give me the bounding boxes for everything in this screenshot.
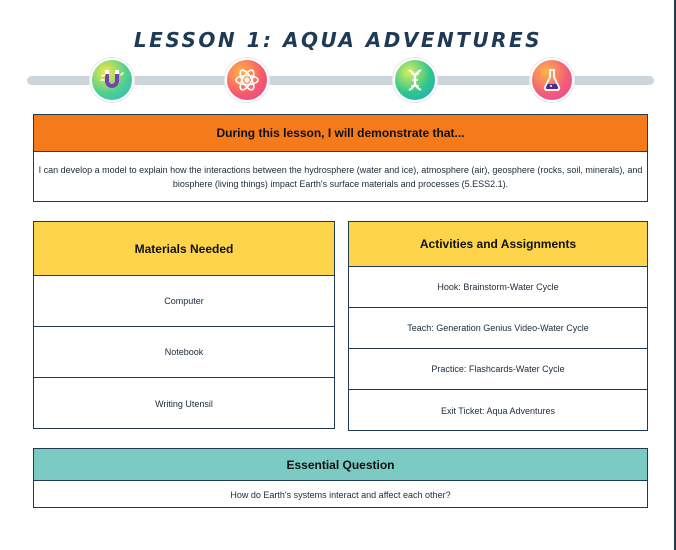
material-item: Computer — [34, 276, 334, 327]
activities-heading: Activities and Assignments — [349, 222, 647, 267]
essential-question-box — [33, 448, 648, 508]
activity-item: Practice: Flashcards-Water Cycle — [349, 349, 647, 390]
materials-box — [33, 221, 335, 429]
material-item: Writing Utensil — [155, 398, 213, 409]
activities-box — [348, 221, 648, 431]
flask-badge — [530, 58, 574, 102]
magnet-badge — [90, 58, 134, 102]
dna-badge — [393, 58, 437, 102]
dna-icon — [401, 66, 429, 94]
demonstrate-heading: During this lesson, I will demonstrate that... — [34, 115, 647, 152]
demonstrate-text: I can develop a model to explain how the interactions between the hydrosphere (water and ice), atmosphere (air), geosphere (rocks, soil, minerals), and biosphere (living things) impact Earth's surface materials and processes (5.ESS2.1). — [38, 164, 643, 189]
essential-question-heading: Essential Question — [34, 449, 647, 481]
activity-item: Teach: Generation Genius Video-Water Cycle — [349, 308, 647, 349]
essential-question-text: How do Earth's systems interact and affect each other? — [230, 489, 451, 500]
atom-icon — [233, 66, 261, 94]
demonstrate-box — [33, 114, 648, 202]
materials-heading: Materials Needed — [34, 222, 334, 276]
flask-icon — [538, 66, 566, 94]
atom-badge — [225, 58, 269, 102]
activity-item: Hook: Brainstorm-Water Cycle — [349, 267, 647, 308]
material-item: Notebook — [34, 327, 334, 378]
lesson-title: LESSON 1: AQUA ADVENTURES — [133, 28, 543, 52]
magnet-icon — [98, 66, 126, 94]
activity-item: Exit Ticket: Aqua Adventures — [440, 405, 556, 416]
